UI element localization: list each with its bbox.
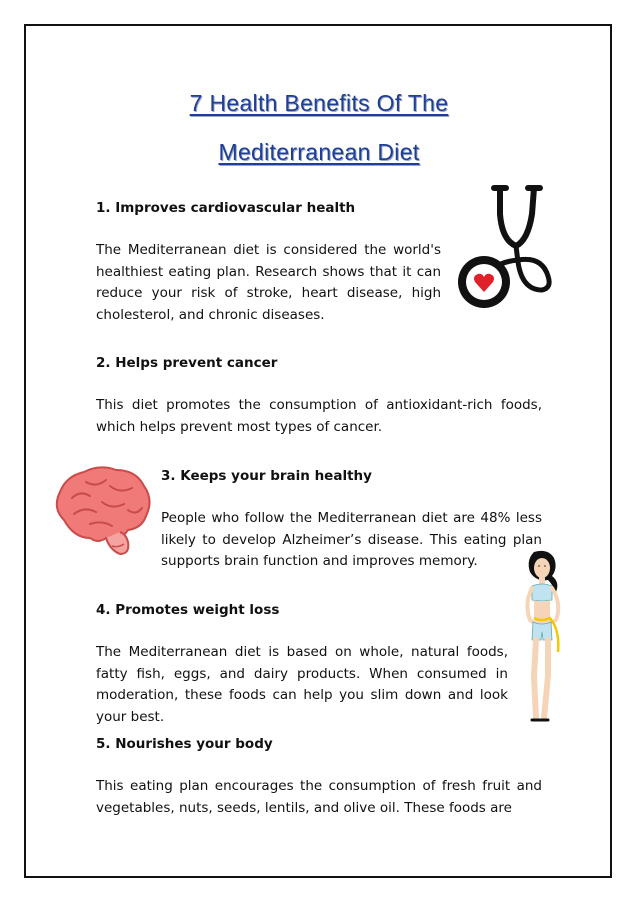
page-title-line-1: 7 Health Benefits Of The: [189, 90, 449, 116]
section-5-heading: 5. Nourishes your body: [96, 736, 273, 752]
section-3-heading: 3. Keeps your brain healthy: [161, 468, 372, 484]
brain-icon: [50, 462, 154, 558]
page-title-line-2: Mediterranean Diet: [218, 139, 420, 165]
woman-measuring-waist-icon: [512, 548, 576, 730]
section-2-body: This diet promotes the consumption of antioxidant-rich foods, which helps prevent most types of cancer.: [96, 397, 542, 435]
section-4-body: The Mediterranean diet is based on whole, natural foods, fatty fish, eggs, and dairy products. When consumed in moderation, these foods can help you slim down and look your best.: [96, 644, 508, 725]
section-1-heading: 1. Improves cardiovascular health: [96, 200, 356, 216]
section-2-heading: 2. Helps prevent cancer: [96, 355, 278, 371]
section-3-body: People who follow the Mediterranean diet are 48% less likely to develop Alzheimer’s disease. This eating plan supports brain function and improves memory.: [161, 510, 542, 569]
section-5-body: This eating plan encourages the consumption of fresh fruit and vegetables, nuts, seeds, lentils, and olive oil. These foods are: [96, 778, 542, 816]
section-4-heading: 4. Promotes weight loss: [96, 602, 280, 618]
stethoscope-icon: [448, 180, 558, 310]
section-1-body: The Mediterranean diet is considered the world's healthiest eating plan. Research shows that it can reduce your risk of stroke, heart disease, high cholesterol, and chronic diseases.: [96, 242, 441, 323]
